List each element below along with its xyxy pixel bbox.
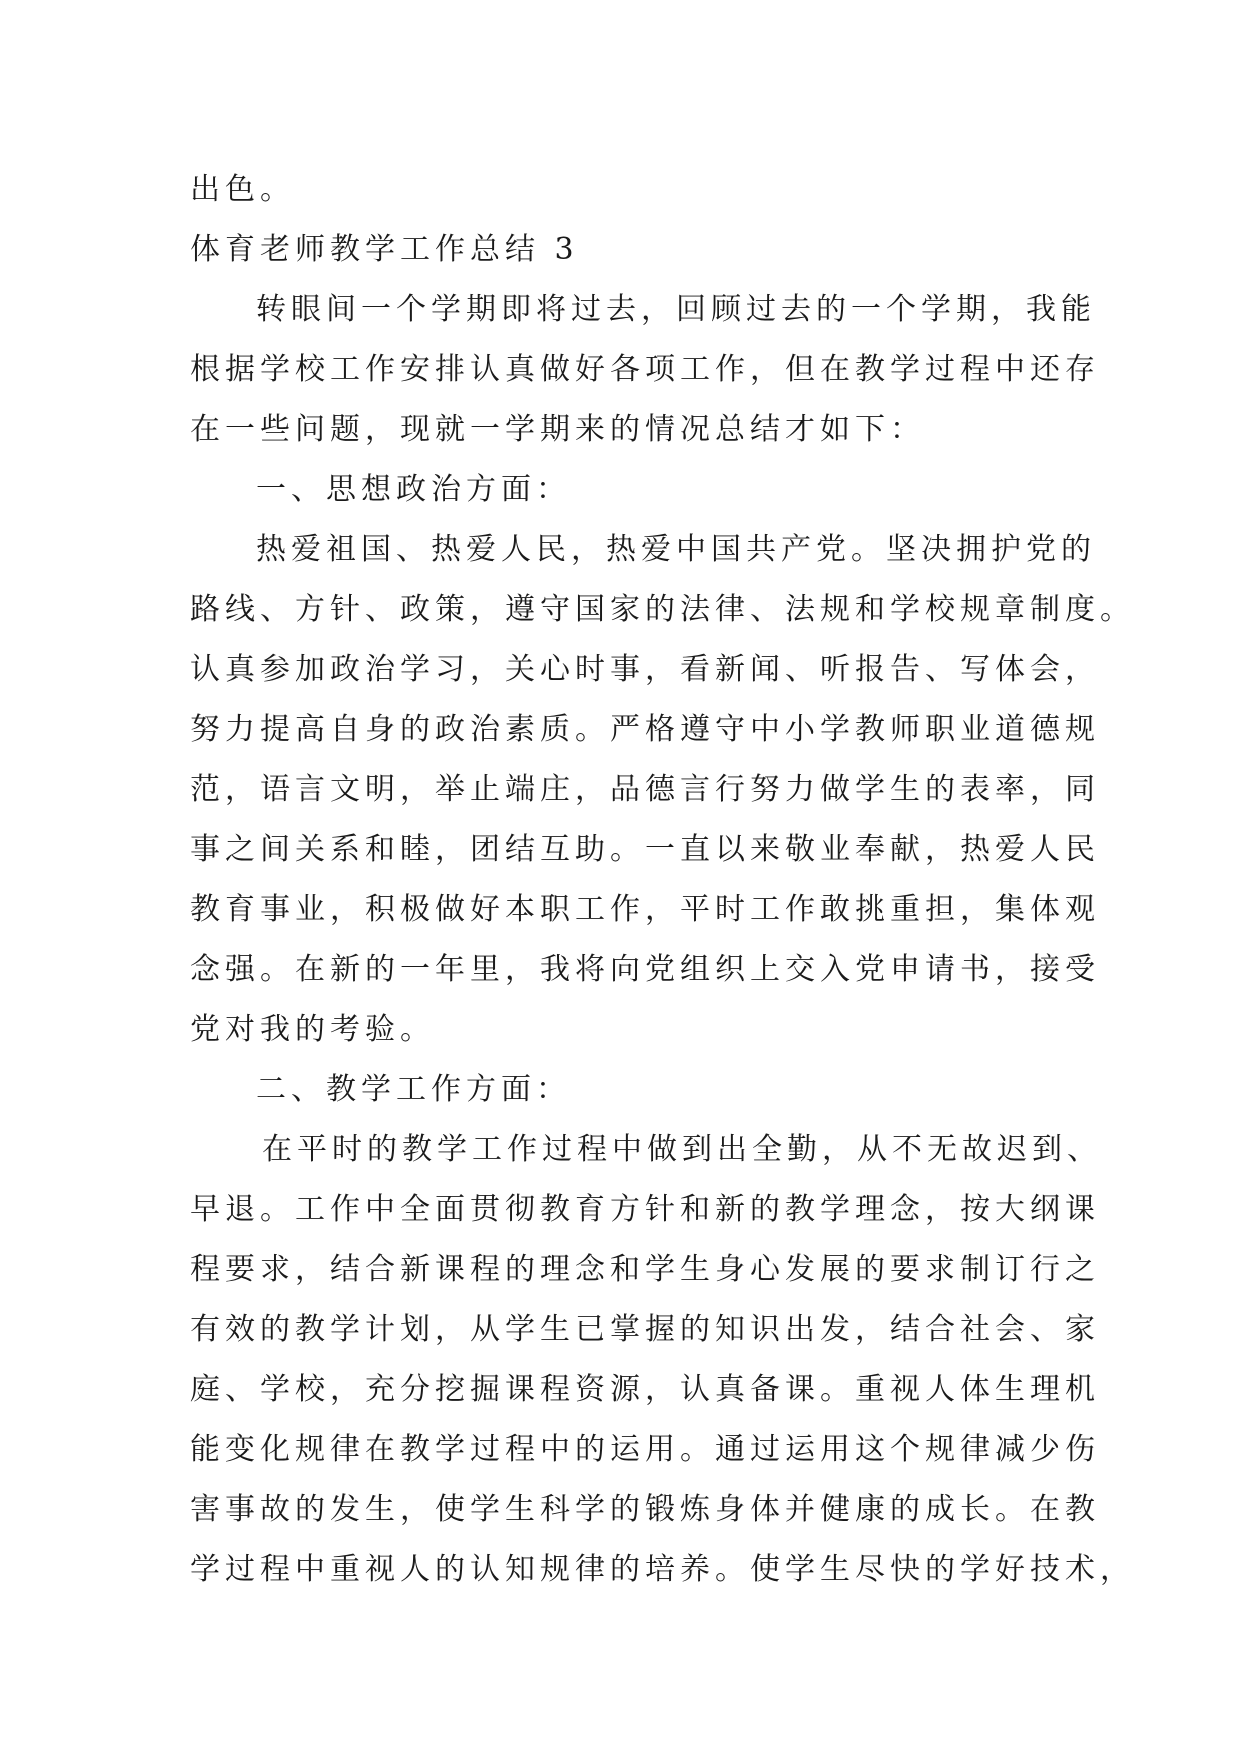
text-line: 害事故的发生，使学生科学的锻炼身体并健康的成长。在教 [190,1492,1100,1527]
text-line: 转眼间一个学期即将过去，回顾过去的一个学期，我能 [256,292,1096,327]
text-line: 出色。 [190,172,295,207]
text-line: 努力提高自身的政治素质。严格遵守中小学教师职业道德规 [190,712,1100,747]
text-line: 范，语言文明，举止端庄，品德言行努力做学生的表率，同 [190,772,1100,807]
text-line: 事之间关系和睦，团结互助。一直以来敬业奉献，热爱人民 [190,832,1100,867]
text-line: 认真参加政治学习，关心时事，看新闻、听报告、写体会， [190,652,1100,687]
text-line: 教育事业，积极做好本职工作，平时工作敢挑重担，集体观 [190,892,1100,927]
text-line: 程要求，结合新课程的理念和学生身心发展的要求制订行之 [190,1252,1100,1287]
text-line: 能变化规律在教学过程中的运用。通过运用这个规律减少伤 [190,1432,1100,1467]
text-line: 有效的教学计划，从学生已掌握的知识出发，结合社会、家 [190,1312,1100,1347]
text-line: 学过程中重视人的认知规律的培养。使学生尽快的学好技术， [190,1552,1135,1587]
text-line: 路线、方针、政策，遵守国家的法律、法规和学校规章制度。 [190,592,1135,627]
section-heading: 体育老师教学工作总结 3 [190,232,579,267]
text-line: 在平时的教学工作过程中做到出全勤，从不无故迟到、 [262,1132,1102,1167]
subsection-heading: 一、思想政治方面： [256,472,571,507]
text-line: 早退。工作中全面贯彻教育方针和新的教学理念，按大纲课 [190,1192,1100,1227]
subsection-heading: 二、教学工作方面： [256,1072,571,1107]
text-line: 根据学校工作安排认真做好各项工作，但在教学过程中还存 [190,352,1100,387]
text-line: 在一些问题，现就一学期来的情况总结才如下： [190,412,925,447]
text-line: 热爱祖国、热爱人民，热爱中国共产党。坚决拥护党的 [256,532,1096,567]
text-line: 念强。在新的一年里，我将向党组织上交入党申请书，接受 [190,952,1100,987]
text-line: 党对我的考验。 [190,1012,435,1047]
text-line: 庭、学校，充分挖掘课程资源，认真备课。重视人体生理机 [190,1372,1100,1407]
document-body [190,160,1135,1600]
